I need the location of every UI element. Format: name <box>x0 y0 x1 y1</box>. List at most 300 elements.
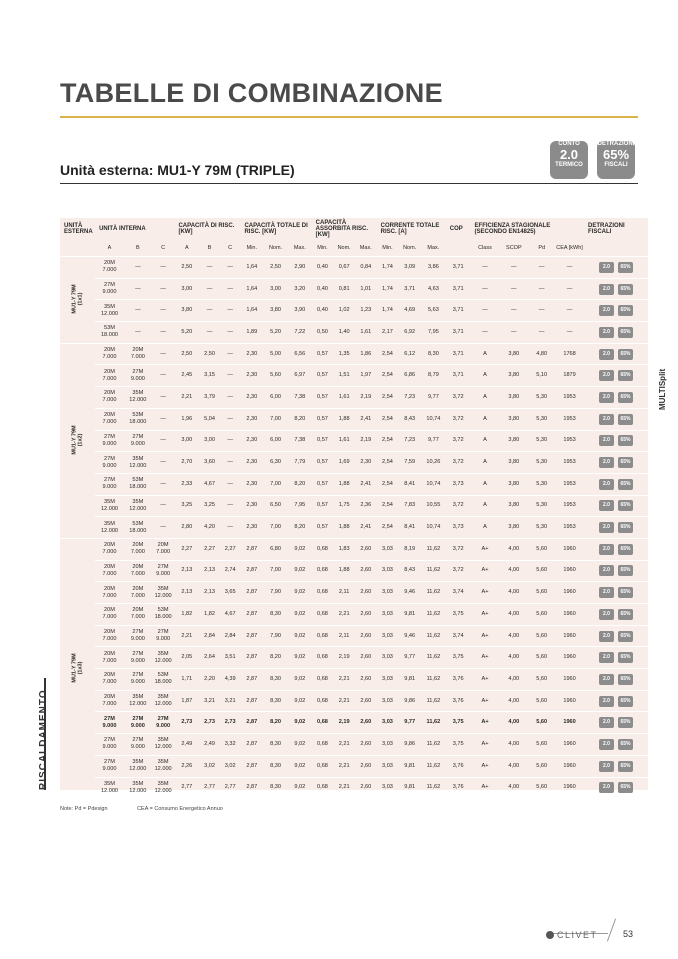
indoor-unit-b <box>124 408 152 430</box>
value-cell: 4,20 <box>199 517 220 539</box>
subheader-cell: Min. <box>382 245 393 251</box>
value-cell: 1,88 <box>333 408 355 430</box>
header-unita-interna: UNITÀ INTERNA <box>99 226 146 232</box>
indoor-unit-value: — <box>135 328 141 335</box>
value-cell: — <box>199 278 220 300</box>
value-cell: 2,60 <box>355 538 377 560</box>
conto-badge-bottom: TERMICO <box>555 162 583 168</box>
value-cell: 2,50 <box>174 257 199 279</box>
value-cell: 1953 <box>555 452 584 474</box>
table-row <box>60 647 648 669</box>
value-cell: 2,60 <box>355 712 377 734</box>
subtitle-divider <box>60 183 638 184</box>
indoor-unit-value: 12.000 <box>154 592 172 599</box>
value-cell: 2,87 <box>240 712 263 734</box>
indoor-unit-a <box>95 560 124 582</box>
value-cell: 3,75 <box>446 604 471 626</box>
value-cell: 5,30 <box>528 452 555 474</box>
value-cell: 1960 <box>555 625 584 647</box>
indoor-unit-value: 35M <box>104 303 115 310</box>
value-cell: — <box>499 278 528 300</box>
indoor-unit-value: 12.000 <box>100 527 119 534</box>
value-cell: 0,57 <box>312 452 334 474</box>
indoor-unit-value: 35M <box>104 498 115 505</box>
value-cell: 5,30 <box>528 387 555 409</box>
value-cell: 9,77 <box>421 387 446 409</box>
value-cell: 0,57 <box>312 387 334 409</box>
value-cell: 2,17 <box>377 322 399 344</box>
value-cell: 2,27 <box>220 538 241 560</box>
table-body <box>60 257 648 799</box>
subheader-cell: C <box>161 245 166 251</box>
value-cell: — <box>220 430 241 452</box>
conto-termico-icon: 2.0 <box>599 522 614 533</box>
indoor-unit-b <box>124 690 152 712</box>
value-cell: 3,03 <box>377 734 399 756</box>
subheader-blank <box>60 240 95 257</box>
value-cell: 4,67 <box>199 473 220 495</box>
value-cell: 0,68 <box>312 538 334 560</box>
indoor-unit-value: 20M <box>132 542 144 549</box>
value-cell: 0,68 <box>312 712 334 734</box>
indoor-unit-value: 12.000 <box>154 766 172 773</box>
indoor-unit-value: 20M <box>132 585 144 592</box>
value-cell: 4,00 <box>499 604 528 626</box>
detrazioni-icon: 65% <box>618 349 633 360</box>
conto-termico-icon: 2.0 <box>599 696 614 707</box>
value-cell: 7,95 <box>288 495 312 517</box>
indoor-unit-value: 35M <box>132 390 144 397</box>
detrazioni-icon: 65% <box>618 544 633 555</box>
value-cell: 3,32 <box>220 734 241 756</box>
indoor-unit-c <box>152 538 175 560</box>
outdoor-unit-label <box>72 653 84 682</box>
indoor-unit-value: 12.000 <box>129 787 147 794</box>
value-cell: 1,02 <box>333 300 355 322</box>
value-cell: 1,82 <box>199 604 220 626</box>
value-cell: A+ <box>471 582 500 604</box>
indoor-unit-value: 9.000 <box>130 440 145 447</box>
value-cell: 2,33 <box>174 473 199 495</box>
indoor-unit-a <box>95 625 124 647</box>
value-cell: 3,03 <box>377 538 399 560</box>
outdoor-unit-config: (1x1) <box>77 292 84 306</box>
header-efficienza: EFFICIENZA STAGIONALE (SECONDO EN14825) <box>474 223 551 235</box>
value-cell: 2,11 <box>333 582 355 604</box>
incentive-icons-cell <box>584 647 648 669</box>
value-cell: 0,57 <box>312 473 334 495</box>
value-cell: — <box>471 257 500 279</box>
indoor-unit-c <box>152 560 175 582</box>
value-cell: 4,00 <box>499 734 528 756</box>
indoor-unit-value: 12.000 <box>129 397 147 404</box>
indoor-unit-value: 7.000 <box>102 354 117 361</box>
header-row-main <box>60 218 648 240</box>
subheader-cell: Pd <box>538 245 546 251</box>
indoor-unit-value: 27M <box>104 715 115 722</box>
value-cell: — <box>471 322 500 344</box>
value-cell: 8,43 <box>398 560 421 582</box>
indoor-unit-value: 9.000 <box>102 440 117 447</box>
table-row <box>60 538 648 560</box>
value-cell: 8,30 <box>263 755 288 777</box>
value-cell: 1,64 <box>240 257 263 279</box>
value-cell: 2,54 <box>377 517 399 539</box>
value-cell: 2,87 <box>240 582 263 604</box>
indoor-unit-b <box>124 777 152 798</box>
value-cell: 9,02 <box>288 669 312 691</box>
value-cell: 3,02 <box>199 755 220 777</box>
value-cell: 3,72 <box>446 452 471 474</box>
table-row <box>60 604 648 626</box>
indoor-unit-value: 53M <box>132 520 144 527</box>
value-cell: 8,20 <box>288 408 312 430</box>
value-cell: 2,60 <box>355 734 377 756</box>
value-cell: 3,75 <box>446 647 471 669</box>
table-row <box>60 495 648 517</box>
value-cell: 2,54 <box>377 387 399 409</box>
value-cell: 2,19 <box>355 430 377 452</box>
value-cell: 5,60 <box>528 538 555 560</box>
table-row <box>60 777 648 798</box>
value-cell: 6,00 <box>263 430 288 452</box>
value-cell: 3,76 <box>446 690 471 712</box>
indoor-unit-value: 20M <box>104 542 115 549</box>
conto-termico-icon: 2.0 <box>599 479 614 490</box>
value-cell: — <box>220 322 241 344</box>
value-cell: 2,54 <box>377 365 399 387</box>
value-cell: 1960 <box>555 734 584 756</box>
subheader-cell: Max. <box>293 245 306 251</box>
indoor-unit-b <box>124 582 152 604</box>
footer-slash <box>607 919 616 942</box>
value-cell: 2,30 <box>240 343 263 365</box>
detrazioni-icon: 65% <box>618 717 633 728</box>
value-cell: 2,84 <box>199 625 220 647</box>
table-row <box>60 452 648 474</box>
value-cell: A+ <box>471 712 500 734</box>
indoor-unit-c <box>152 278 175 300</box>
indoor-unit-value: — <box>160 524 166 531</box>
indoor-unit-value: 20M <box>104 694 115 701</box>
value-cell: 2,50 <box>199 343 220 365</box>
indoor-unit-value: 35M <box>132 455 144 462</box>
value-cell: 2,87 <box>240 625 263 647</box>
indoor-unit-value: 9.000 <box>102 744 117 751</box>
value-cell: 9,02 <box>288 647 312 669</box>
indoor-unit-value: 7.000 <box>130 570 145 577</box>
indoor-unit-c <box>152 257 175 279</box>
indoor-unit-value: 53M <box>132 412 144 419</box>
outdoor-unit-config: (1x3) <box>77 661 84 675</box>
indoor-unit-value: 27M <box>132 737 144 744</box>
value-cell: 2,30 <box>240 452 263 474</box>
value-cell: 11,62 <box>421 755 446 777</box>
value-cell: 1,75 <box>333 495 355 517</box>
value-cell: 4,80 <box>528 343 555 365</box>
value-cell: 9,02 <box>288 734 312 756</box>
value-cell: 2,30 <box>240 495 263 517</box>
value-cell: 1,74 <box>377 278 399 300</box>
value-cell: — <box>220 257 241 279</box>
value-cell: 3,71 <box>446 278 471 300</box>
value-cell: 7,79 <box>288 452 312 474</box>
value-cell: 2,19 <box>333 712 355 734</box>
value-cell: 5,30 <box>528 495 555 517</box>
indoor-unit-value: 12.000 <box>129 462 147 469</box>
incentive-icons-cell <box>584 452 648 474</box>
indoor-unit-value: 9.000 <box>102 766 117 773</box>
indoor-unit-value: 20M <box>104 563 115 570</box>
outdoor-unit-label <box>72 426 84 455</box>
indoor-unit-b <box>124 452 152 474</box>
value-cell: 7,38 <box>288 430 312 452</box>
value-cell: 6,92 <box>398 322 421 344</box>
value-cell: 3,02 <box>220 755 241 777</box>
value-cell: 3,03 <box>377 690 399 712</box>
table-row <box>60 278 648 300</box>
value-cell: 2,26 <box>174 755 199 777</box>
indoor-unit-value: 7.000 <box>102 570 117 577</box>
value-cell: 5,63 <box>421 300 446 322</box>
value-cell: — <box>220 495 241 517</box>
indoor-unit-value: 18.000 <box>154 679 172 686</box>
value-cell: 4,00 <box>499 755 528 777</box>
subheader-cell: Max. <box>427 245 440 251</box>
value-cell: 3,00 <box>174 430 199 452</box>
value-cell: 0,68 <box>312 560 334 582</box>
outdoor-unit-config: (1x2) <box>77 433 84 447</box>
conto-termico-icon: 2.0 <box>599 717 614 728</box>
value-cell: 7,90 <box>263 625 288 647</box>
conto-termico-icon: 2.0 <box>599 305 614 316</box>
conto-termico-icon: 2.0 <box>599 544 614 555</box>
indoor-unit-c <box>152 690 175 712</box>
side-section-label: MULTISplit <box>658 368 667 410</box>
incentive-icons-cell <box>584 387 648 409</box>
title-divider <box>60 116 638 118</box>
value-cell: 2,30 <box>240 408 263 430</box>
value-cell: 2,41 <box>355 408 377 430</box>
value-cell: 7,23 <box>398 387 421 409</box>
value-cell: 5,60 <box>528 755 555 777</box>
indoor-unit-c <box>152 777 175 798</box>
value-cell: 3,90 <box>288 300 312 322</box>
indoor-unit-value: 7.000 <box>130 614 145 621</box>
indoor-unit-c <box>152 452 175 474</box>
detrazioni-icon: 65% <box>618 652 633 663</box>
detr-badge-bottom: FISCALI <box>604 162 628 168</box>
value-cell: 3,72 <box>446 560 471 582</box>
value-cell: 2,60 <box>355 582 377 604</box>
conto-termico-icon: 2.0 <box>599 284 614 295</box>
indoor-unit-value: 20M <box>157 542 169 549</box>
value-cell: 0,57 <box>312 517 334 539</box>
value-cell: 1,64 <box>240 278 263 300</box>
indoor-unit-value: 35M <box>132 498 144 505</box>
value-cell: 3,51 <box>220 647 241 669</box>
indoor-unit-a <box>95 517 124 539</box>
value-cell: 5,60 <box>528 604 555 626</box>
incentive-icons-cell <box>584 430 648 452</box>
indoor-unit-value: 53M <box>157 672 169 679</box>
value-cell: 1,61 <box>333 430 355 452</box>
page-number: 53 <box>623 929 634 939</box>
value-cell: 11,62 <box>421 734 446 756</box>
indoor-unit-b <box>124 538 152 560</box>
value-cell: 2,21 <box>333 669 355 691</box>
indoor-unit-value: 7.000 <box>102 592 117 599</box>
value-cell: 1,87 <box>174 690 199 712</box>
value-cell: 8,79 <box>421 365 446 387</box>
detrazioni-icon: 65% <box>618 631 633 642</box>
value-cell: 1,88 <box>333 560 355 582</box>
indoor-unit-value: 12.000 <box>100 787 119 794</box>
value-cell: 0,57 <box>312 430 334 452</box>
value-cell: 4,00 <box>499 712 528 734</box>
indoor-unit-value: 20M <box>104 585 115 592</box>
value-cell: 5,60 <box>263 365 288 387</box>
table-row <box>60 755 648 777</box>
incentive-icons-cell <box>584 560 648 582</box>
value-cell: 9,81 <box>398 604 421 626</box>
value-cell: 1,61 <box>355 322 377 344</box>
indoor-unit-b <box>124 604 152 626</box>
value-cell: 3,71 <box>446 257 471 279</box>
riscaldamento-label: RISCALDAMENTO <box>38 689 49 790</box>
indoor-unit-b <box>124 278 152 300</box>
value-cell: 2,49 <box>199 734 220 756</box>
conto-termico-icon: 2.0 <box>599 327 614 338</box>
value-cell: 1,74 <box>377 257 399 279</box>
value-cell: 2,60 <box>355 604 377 626</box>
value-cell: 2,74 <box>220 560 241 582</box>
value-cell: 3,15 <box>199 365 220 387</box>
value-cell: 1960 <box>555 690 584 712</box>
indoor-unit-value: 20M <box>132 563 144 570</box>
table-row <box>60 517 648 539</box>
indoor-unit-value: — <box>135 307 141 314</box>
indoor-unit-value: 27M <box>157 563 169 570</box>
value-cell: 3,73 <box>446 517 471 539</box>
indoor-unit-c <box>152 625 175 647</box>
subheader-blank <box>584 240 648 257</box>
value-cell: 9,86 <box>398 690 421 712</box>
indoor-unit-value: — <box>160 393 166 400</box>
brand-logo: CLIVET <box>557 930 598 940</box>
incentive-icons-cell <box>584 582 648 604</box>
indoor-unit-a <box>95 647 124 669</box>
indoor-unit-a <box>95 538 124 560</box>
value-cell: 5,00 <box>263 343 288 365</box>
value-cell: 3,80 <box>499 387 528 409</box>
indoor-unit-b <box>124 473 152 495</box>
indoor-unit-value: — <box>160 307 166 314</box>
value-cell: 9,81 <box>398 669 421 691</box>
subheader-cell: Max. <box>359 245 372 251</box>
indoor-unit-value: — <box>160 502 166 509</box>
conto-termico-icon: 2.0 <box>599 565 614 576</box>
value-cell: 3,09 <box>398 257 421 279</box>
value-cell: 0,40 <box>312 300 334 322</box>
value-cell: 3,71 <box>446 343 471 365</box>
value-cell: 8,30 <box>263 604 288 626</box>
table-row <box>60 387 648 409</box>
indoor-unit-value: — <box>160 372 166 379</box>
indoor-unit-value: 18.000 <box>129 484 147 491</box>
indoor-unit-value: 7.000 <box>156 549 171 556</box>
value-cell: 7,38 <box>288 387 312 409</box>
indoor-unit-value: 35M <box>104 780 115 787</box>
value-cell: — <box>220 517 241 539</box>
value-cell: 1,35 <box>333 343 355 365</box>
value-cell: 4,00 <box>499 669 528 691</box>
value-cell: 9,02 <box>288 755 312 777</box>
indoor-unit-c <box>152 582 175 604</box>
indoor-unit-value: 9.000 <box>130 722 145 729</box>
value-cell: 8,30 <box>263 690 288 712</box>
value-cell: A+ <box>471 755 500 777</box>
value-cell: 2,13 <box>199 560 220 582</box>
value-cell: 1,51 <box>333 365 355 387</box>
value-cell: 2,21 <box>333 777 355 798</box>
value-cell: 11,62 <box>421 538 446 560</box>
value-cell: 6,80 <box>263 538 288 560</box>
indoor-unit-a <box>95 495 124 517</box>
value-cell: 3,80 <box>499 517 528 539</box>
value-cell: 5,30 <box>528 517 555 539</box>
value-cell: 4,00 <box>499 625 528 647</box>
value-cell: 0,40 <box>312 278 334 300</box>
indoor-unit-value: 20M <box>104 672 115 679</box>
detrazioni-icon: 65% <box>618 587 633 598</box>
value-cell: 2,77 <box>174 777 199 798</box>
value-cell: 2,87 <box>240 538 263 560</box>
value-cell: 0,67 <box>333 257 355 279</box>
value-cell: 8,19 <box>398 538 421 560</box>
value-cell: 5,60 <box>528 582 555 604</box>
value-cell: 3,03 <box>377 625 399 647</box>
detrazioni-icon: 65% <box>618 305 633 316</box>
value-cell: 3,03 <box>377 582 399 604</box>
value-cell: 9,02 <box>288 777 312 798</box>
subheader-cell: SCOP <box>506 245 522 251</box>
value-cell: 0,57 <box>312 365 334 387</box>
conto-termico-icon: 2.0 <box>599 587 614 598</box>
value-cell: 7,59 <box>398 452 421 474</box>
indoor-unit-a <box>95 755 124 777</box>
value-cell: 9,46 <box>398 625 421 647</box>
value-cell: — <box>528 257 555 279</box>
conto-termico-icon: 2.0 <box>599 500 614 511</box>
incentive-icons-cell <box>584 343 648 365</box>
indoor-unit-value: 35M <box>132 780 144 787</box>
indoor-unit-b <box>124 560 152 582</box>
indoor-unit-value: 27M <box>104 477 115 484</box>
indoor-unit-value: 20M <box>104 260 115 267</box>
value-cell: 3,80 <box>499 430 528 452</box>
conto-termico-icon: 2.0 <box>599 782 614 793</box>
table-row <box>60 625 648 647</box>
value-cell: 11,62 <box>421 582 446 604</box>
indoor-unit-c <box>152 365 175 387</box>
incentive-icons-cell <box>584 322 648 344</box>
value-cell: 0,81 <box>333 278 355 300</box>
value-cell: — <box>499 257 528 279</box>
value-cell: 1,74 <box>377 300 399 322</box>
indoor-unit-value: 9.000 <box>130 636 145 643</box>
indoor-unit-value: 9.000 <box>156 636 171 643</box>
